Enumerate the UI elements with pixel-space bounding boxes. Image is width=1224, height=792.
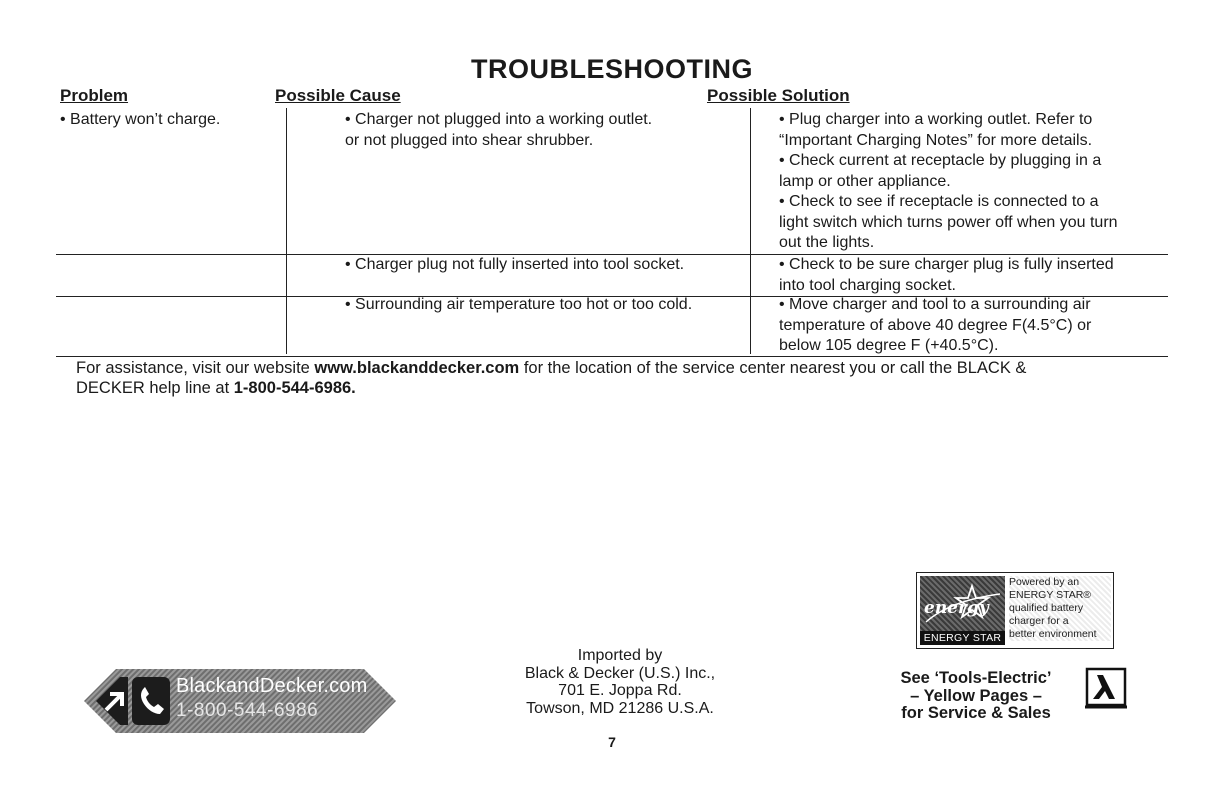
imported-line: Black & Decker (U.S.) Inc., xyxy=(524,664,716,682)
energy-star-badge xyxy=(916,572,1114,649)
energy-line: ENERGY STAR® xyxy=(1009,589,1092,601)
energy-line: Powered by an xyxy=(1009,576,1080,588)
row1-cause xyxy=(345,110,652,151)
solution-line: • Check to see if receptacle is connected to a xyxy=(779,193,1099,210)
solution-line: out the lights. xyxy=(779,234,875,251)
solution-line: • Plug charger into a working outlet. Refer to xyxy=(779,111,1093,128)
imported-line: Towson, MD 21286 U.S.A. xyxy=(526,699,714,717)
assistance-part3: DECKER help line at xyxy=(76,379,234,397)
imported-line: Imported by xyxy=(577,647,663,664)
assistance-text xyxy=(76,358,1136,398)
solution-line: lamp or other appliance. xyxy=(779,172,951,190)
yp-line: – Yellow Pages – xyxy=(910,686,1042,705)
cause-line: or not plugged into shear shrubber. xyxy=(345,131,594,149)
energy-line: charger for a xyxy=(1009,615,1069,627)
energy-line: qualified battery xyxy=(1009,602,1084,614)
assistance-part2: for the location of the service center nearest you or call the BLACK & xyxy=(519,359,1027,377)
importer-address xyxy=(470,647,770,717)
energy-star-logo xyxy=(920,576,1005,645)
page-number: 7 xyxy=(608,734,616,750)
arrow-icon xyxy=(100,686,130,716)
solution-line: “Important Charging Notes” for more details. xyxy=(779,131,1093,149)
energy-logo-word: energy xyxy=(924,598,989,618)
row2-solutions xyxy=(779,255,1164,296)
problem-text: • Battery won’t charge. xyxy=(60,111,221,128)
phone-icon xyxy=(136,684,168,718)
banner-phone: 1-800-544-6986 xyxy=(176,700,319,721)
solution-line: • Check to be sure charger plug is fully inserted xyxy=(779,256,1114,273)
row3-solutions xyxy=(779,295,1164,357)
column-divider-right xyxy=(750,108,751,354)
help-line-phone: 1-800-544-6986. xyxy=(233,379,356,397)
yp-line: for Service & Sales xyxy=(901,704,1051,722)
cause-line: • Charger not plugged into a working outlet. xyxy=(345,111,653,128)
solution-line: light switch which turns power off when you turn xyxy=(779,213,1118,231)
row2-cause xyxy=(345,255,684,276)
solution-line: into tool charging socket. xyxy=(779,276,956,294)
header-possible-solution: Possible Solution xyxy=(707,86,850,105)
row3-cause xyxy=(345,295,692,316)
assistance-part1: For assistance, visit our website xyxy=(76,359,315,377)
solution-line: • Check current at receptacle by plugging in a xyxy=(779,152,1102,169)
row1-solutions xyxy=(779,110,1164,254)
yellow-pages-notice xyxy=(876,670,1076,723)
website-link[interactable]: www.blackanddecker.com xyxy=(314,359,520,377)
cause-line: • Surrounding air temperature too hot or too cold. xyxy=(345,296,693,313)
walking-fingers-icon xyxy=(1083,667,1129,709)
energy-star-text xyxy=(1009,576,1111,641)
header-possible-cause: Possible Cause xyxy=(275,86,401,105)
energy-line: better environment xyxy=(1009,628,1097,640)
solution-line: • Move charger and tool to a surrounding air xyxy=(779,296,1091,313)
blackanddecker-banner xyxy=(84,669,396,733)
solution-line: below 105 degree F (+40.5°C). xyxy=(779,337,999,354)
banner-website: BlackandDecker.com xyxy=(176,675,368,697)
solution-line: temperature of above 40 degree F(4.5°C) or xyxy=(779,316,1092,334)
page-title: TROUBLESHOOTING xyxy=(471,54,753,84)
column-divider-left xyxy=(286,108,287,354)
header-problem: Problem xyxy=(60,86,129,105)
imported-line: 701 E. Joppa Rd. xyxy=(558,682,682,699)
yp-line: See ‘Tools-Electric’ xyxy=(900,669,1052,687)
energy-star-bar: ENERGY STAR xyxy=(920,631,1005,645)
cause-line: • Charger plug not fully inserted into tool socket. xyxy=(345,256,685,273)
